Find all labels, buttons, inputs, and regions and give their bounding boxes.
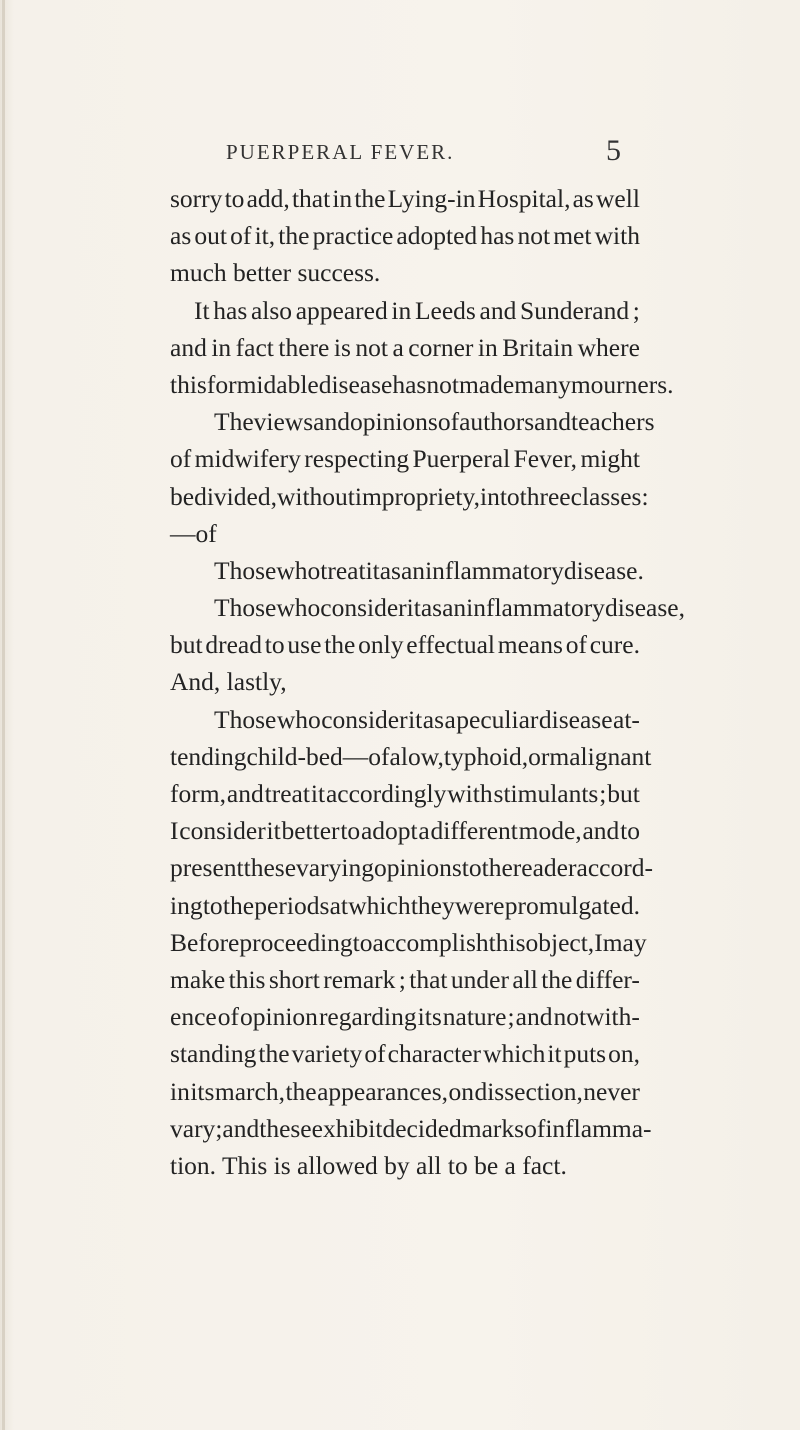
text-line: ing to the periods at which they were promulgated. xyxy=(170,890,640,920)
text-line: I consider it better to adopt a different mode, and to xyxy=(170,816,640,846)
running-head: PUERPERAL FEVER. xyxy=(226,140,455,164)
text-line: in its march, the appearances, on dissection, never xyxy=(170,1076,640,1106)
text-line: but dread to use the only effectual means of cure. xyxy=(170,630,640,660)
list-item-line: Those who treat it as an inflammatory disease. xyxy=(214,555,644,585)
page-header xyxy=(0,128,800,168)
text-line: present these varying opinions to the reader accord- xyxy=(170,853,653,883)
text-line: tion. This is allowed by all to be a fact. xyxy=(170,1150,567,1180)
paragraph-start-line: It has also appeared in Leeds and Sunderand ; xyxy=(194,295,640,325)
text-line: make this short remark ; that under all the differ- xyxy=(170,964,640,994)
paragraph-start-line: The views and opinions of authors and teachers xyxy=(214,407,655,437)
text-line: and in fact there is not a corner in Britain where xyxy=(170,332,640,362)
body-text xyxy=(170,180,685,1184)
text-line: this formidable disease has not made many mourners. xyxy=(170,369,674,399)
list-item-line: Those who consider it as an inflammatory disease, xyxy=(214,593,685,623)
list-item-line: Those who consider it as a peculiar disease at- xyxy=(214,704,640,734)
page-number: 5 xyxy=(606,134,621,167)
text-line: vary ; and these exhibit decided marks of inflamma- xyxy=(170,1113,652,1143)
text-line: tending child-bed—of a low, typhoid, or malignant xyxy=(170,741,652,771)
text-line: Before proceeding to accomplish this object, I may xyxy=(170,927,647,957)
text-line: much better success. xyxy=(170,258,381,288)
text-line: as out of it, the practice adopted has not met with xyxy=(170,221,640,251)
text-line: —of xyxy=(170,518,217,548)
text-line: form, and treat it accordingly with stimulants ; but xyxy=(170,779,640,808)
text-line: standing the variety of character which it puts on, xyxy=(170,1039,640,1069)
text-line: sorry to add, that in the Lying-in Hospital, as well xyxy=(170,184,640,213)
text-line: of midwifery respecting Puerperal Fever, might xyxy=(170,444,640,474)
page-edge xyxy=(2,0,5,1430)
text-line: be divided, without impropriety, into three classes : xyxy=(170,481,649,511)
text-line: ence of opinion regarding its nature ; and notwith- xyxy=(170,1002,640,1032)
text-line: And, lastly, xyxy=(170,667,287,697)
